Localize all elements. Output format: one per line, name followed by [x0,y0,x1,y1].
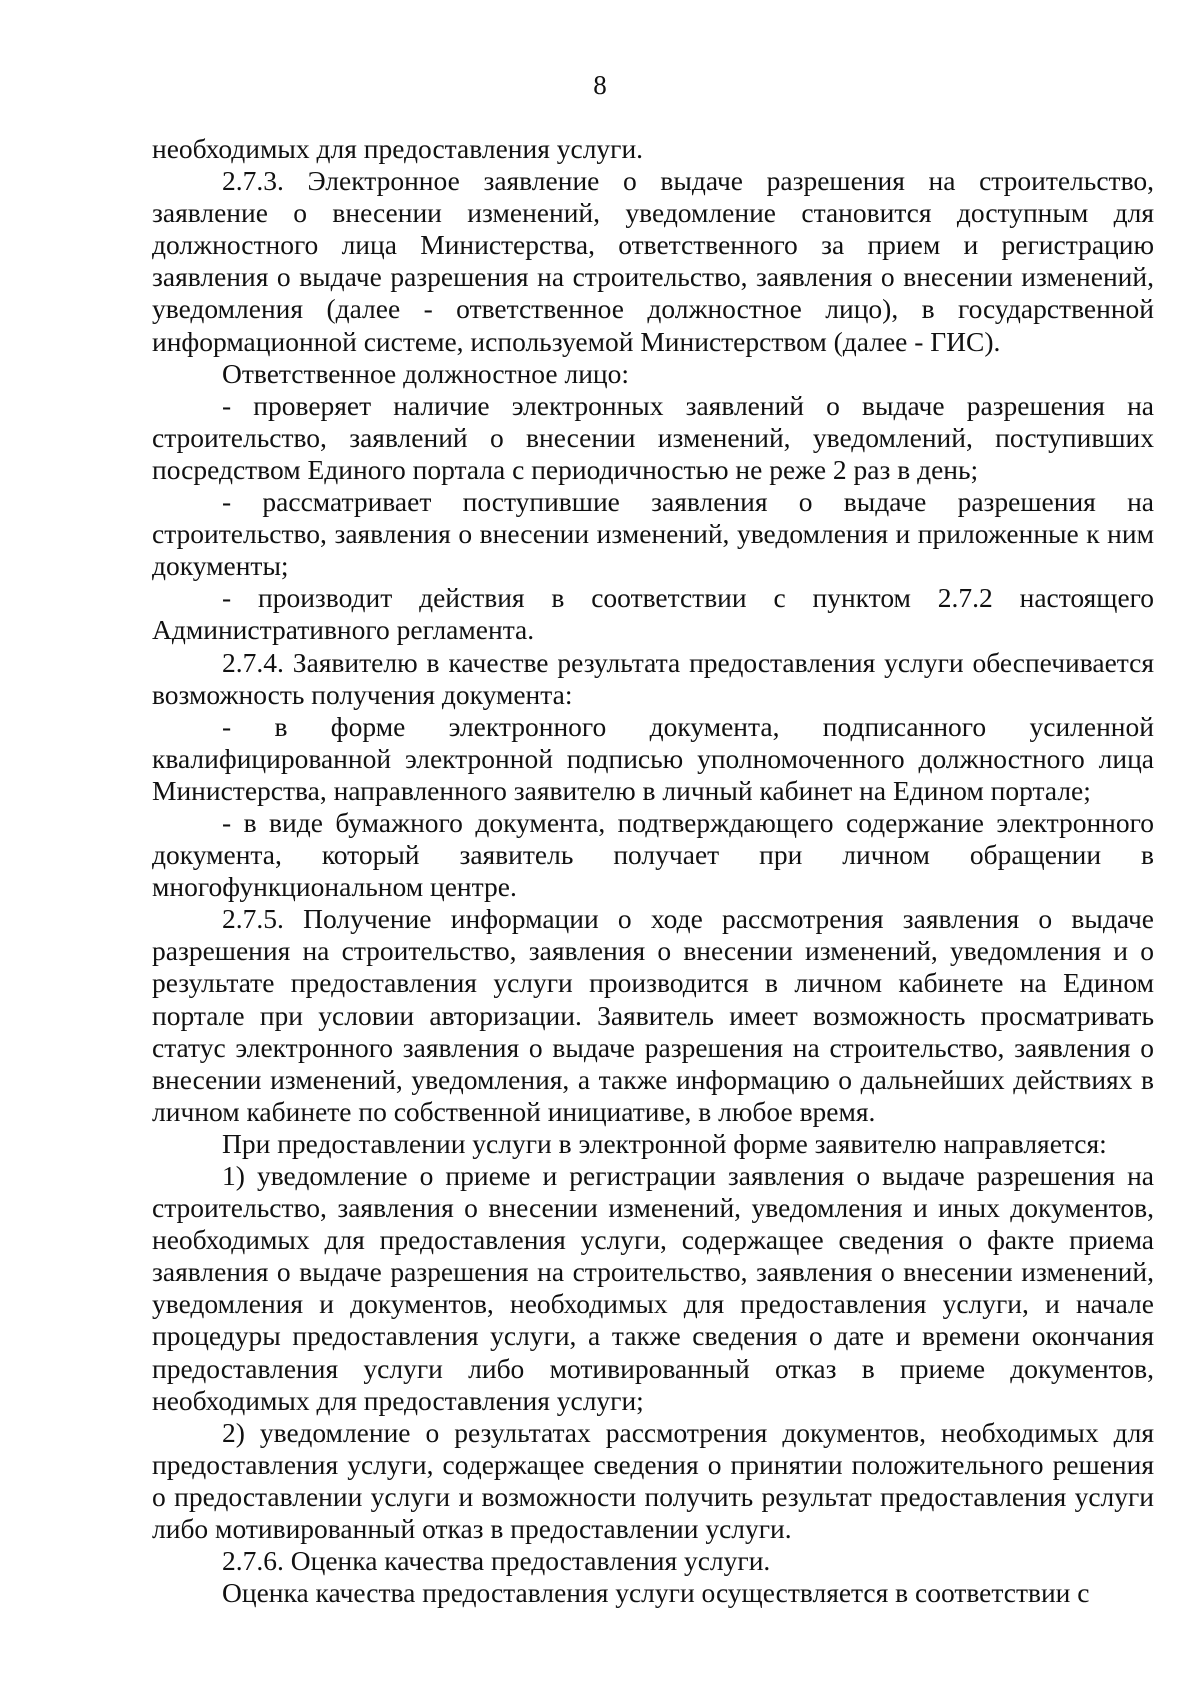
document-body [152,133,1154,1609]
paragraph: 2.7.3. Электронное заявление о выдаче разрешения на строительство, заявление о внесении изменений, уведомление становится доступным для должностного лица Министерства, ответственного за прием и регистрацию заявления о выдаче разрешения на строительство, заявления о внесении изменений, уведомления (далее - ответственное должностное лицо), в государственной информационной системе, используемой Министерством (далее - ГИС). [152,165,1154,357]
paragraph: Ответственное должностное лицо: [222,357,630,389]
paragraph: 1) уведомление о приеме и регистрации заявления о выдаче разрешения на строительство, заявления о внесении изменений, уведомления и иных документов, необходимых для предоставления услуги, содержащее сведения о факте приема заявления о выдаче разрешения на строительство, заявления о внесении изменений, уведомления и документов, необходимых для предоставления услуги, и начале процедуры предоставления услуги, а также сведения о дате и времени окончания предоставления услуги либо мотивированный отказ в приеме документов, необходимых для предоставления услуги; [152,1160,1154,1416]
paragraph: 2.7.4. Заявителю в качестве результата предоставления услуги обеспечивается возможность получения документа: [152,646,1154,710]
paragraph: Оценка качества предоставления услуги осуществляется в соответствии с [222,1577,1090,1609]
paragraph: - проверяет наличие электронных заявлений о выдаче разрешения на строительство, заявлений о внесении изменений, уведомлений, поступивших посредством Единого портала с периодичностью не реже 2 раз в день; [152,389,1154,485]
paragraph: 2.7.6. Оценка качества предоставления услуги. [222,1545,771,1577]
paragraph: 2) уведомление о результатах рассмотрения документов, необходимых для предоставления услуги, содержащее сведения о принятии положительного решения о предоставлении услуги и возможности получить результат предоставления услуги либо мотивированный отказ в предоставлении услуги. [152,1416,1154,1545]
page-number: 8 [593,70,607,100]
paragraph: - рассматривает поступившие заявления о выдаче разрешения на строительство, заявления о внесении изменений, уведомления и приложенные к ним документы; [152,486,1154,582]
paragraph: необходимых для предоставления услуги. [152,133,644,164]
paragraph: - производит действия в соответствии с пунктом 2.7.2 настоящего Административного регламента. [152,582,1154,646]
paragraph: - в форме электронного документа, подписанного усиленной квалифицированной электронной подписью уполномоченного должностного лица Министерства, направленного заявителю в личный кабинет на Едином портале; [152,710,1154,806]
paragraph: При предоставлении услуги в электронной форме заявителю направляется: [222,1127,1107,1159]
paragraph: - в виде бумажного документа, подтверждающего содержание электронного документа, который заявитель получает при личном обращении в многофункциональном центре. [152,806,1154,903]
paragraph: 2.7.5. Получение информации о ходе рассмотрения заявления о выдаче разрешения на строительство, заявления о внесении изменений, уведомления и о результате предоставления услуги производится в личном кабинете на Едином портале при условии авторизации. Заявитель имеет возможность просматривать статус электронного заявления о выдаче разрешения на строительство, заявления о внесении изменений, уведомления, а также информацию о дальнейших действиях в личном кабинете по собственной инициативе, в любое время. [152,903,1154,1127]
